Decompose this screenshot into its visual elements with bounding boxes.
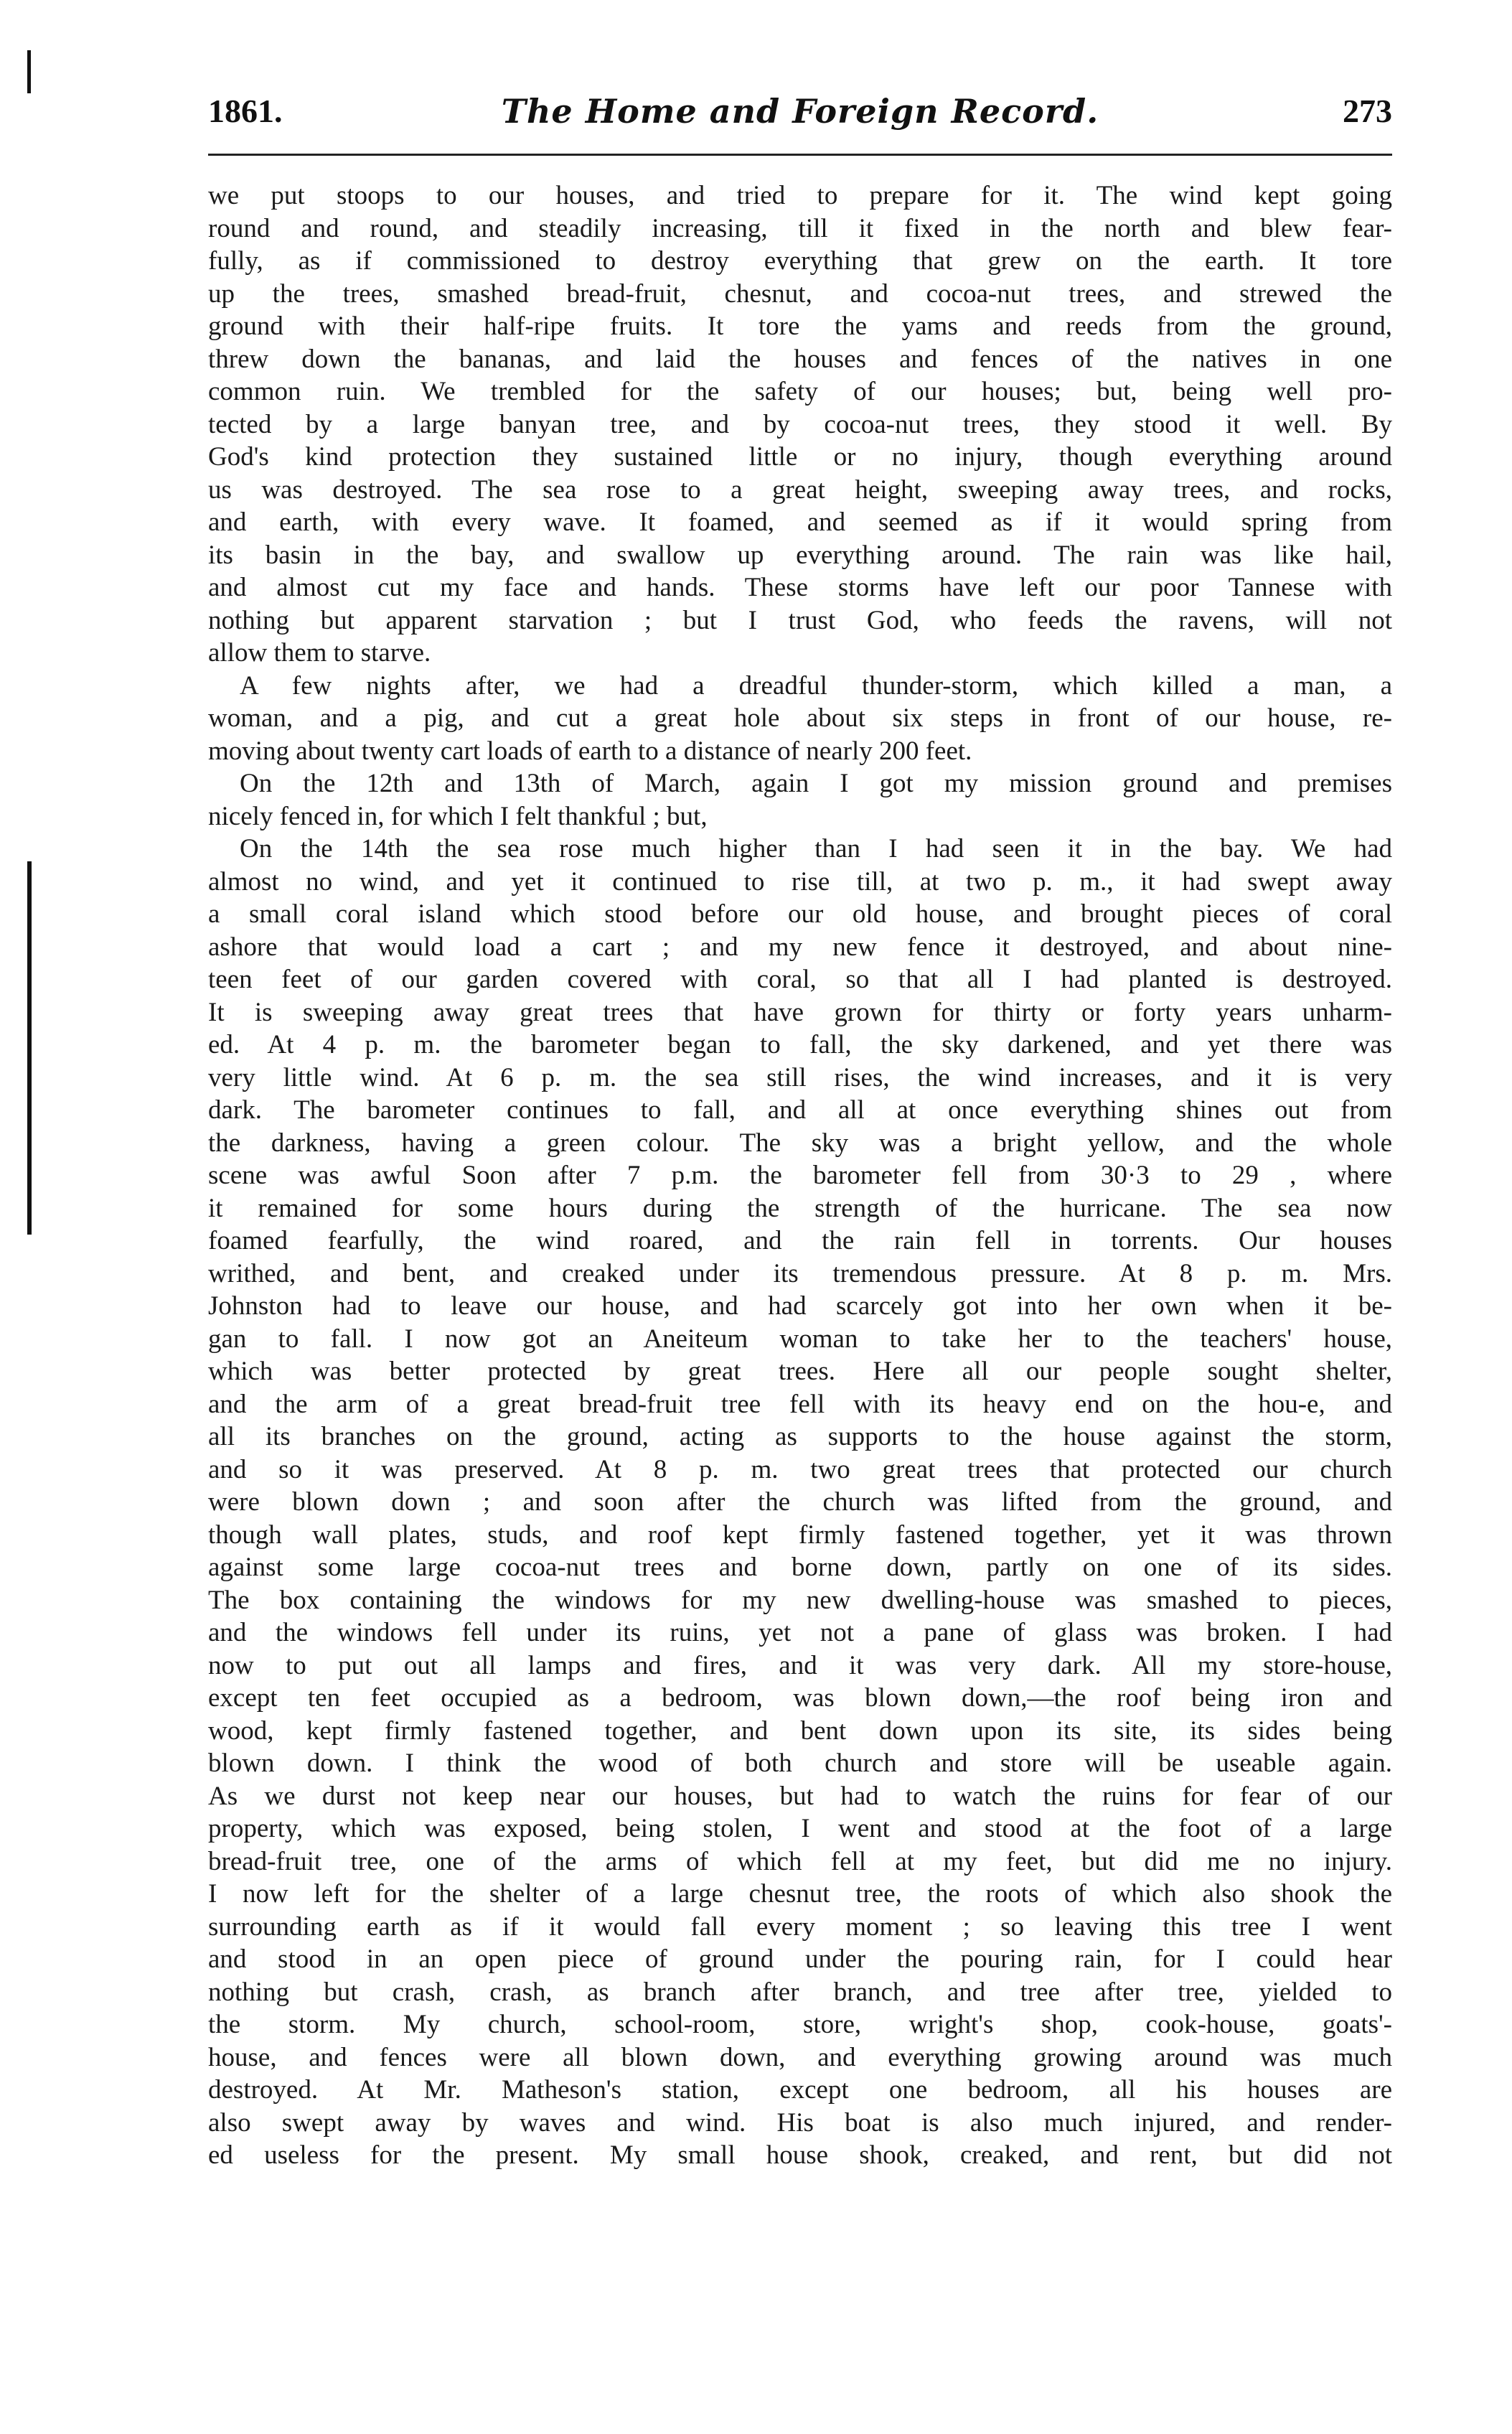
text-line: blown down. I think the wood of both church and store will be useable again. xyxy=(208,1749,1392,1778)
text-line: foamed fearfully, the wind roared, and the rain fell in torrents. Our houses xyxy=(208,1226,1392,1255)
text-line: tected by a large banyan tree, and by cocoa-nut trees, they stood it well. By xyxy=(208,409,1392,439)
text-line: Johnston had to leave our house, and had scarcely got into her own when it be- xyxy=(208,1291,1392,1321)
article-body xyxy=(208,179,1392,2172)
text-line: were blown down ; and soon after the church was lifted from the ground, and xyxy=(208,1487,1392,1517)
page-number: 273 xyxy=(1343,93,1392,129)
text-line: I now left for the shelter of a large chesnut tree, the roots of which also shook the xyxy=(208,1879,1392,1909)
text-line: nothing but apparent starvation ; but I trust God, who feeds the ravens, will not xyxy=(208,605,1392,635)
text-line: nothing but crash, crash, as branch after branch, and tree after tree, yielded to xyxy=(208,1977,1392,2007)
margin-mark-top xyxy=(27,50,31,93)
text-line: and the arm of a great bread-fruit tree fell with its heavy end on the hou-e, and xyxy=(208,1389,1392,1419)
text-line: up the trees, smashed bread-fruit, chesnut, and cocoa-nut trees, and strewed the xyxy=(208,278,1392,309)
text-line: its basin in the bay, and swallow up everything around. The rain was like hail, xyxy=(208,540,1392,570)
text-line: ed useless for the present. My small house shook, creaked, and rent, but did not xyxy=(208,2140,1392,2170)
text-line: us was destroyed. The sea rose to a great height, sweeping away trees, and rocks, xyxy=(208,474,1392,505)
text-line: and the windows fell under its ruins, yet not a pane of glass was broken. I had xyxy=(208,1618,1392,1647)
text-line: which was better protected by great trees. Here all our people sought shelter, xyxy=(208,1357,1392,1386)
running-header xyxy=(208,92,1392,142)
text-line: against some large cocoa-nut trees and borne down, partly on one of its sides. xyxy=(208,1553,1392,1582)
text-line: we put stoops to our houses, and tried to prepare for it. The wind kept going xyxy=(208,181,1392,210)
text-line: house, and fences were all blown down, and everything growing around was much xyxy=(208,2042,1392,2072)
text-line: allow them to starve. xyxy=(208,638,431,668)
text-line: now to put out all lamps and fires, and it was very dark. All my store-house, xyxy=(208,1650,1392,1680)
text-line: writhed, and bent, and creaked under its tremendous pressure. At 8 p. m. Mrs. xyxy=(208,1258,1392,1288)
margin-mark-left xyxy=(27,861,32,1235)
text-line: very little wind. At 6 p. m. the sea still rises, the wind increases, and it is very xyxy=(208,1062,1392,1092)
header-year: 1861. xyxy=(208,93,283,129)
header-title: The Home and Foreign Record. xyxy=(501,92,1099,131)
text-line: gan to fall. I now got an Aneiteum woman to take her to the teachers' house, xyxy=(208,1324,1392,1354)
text-line: scene was awful Soon after 7 p.m. the barometer fell from 30·3 to 29 , where xyxy=(208,1161,1392,1190)
text-line: the darkness, having a green colour. The sky was a bright yellow, and the whole xyxy=(208,1128,1392,1158)
text-line: On the 14th the sea rose much higher than I had seen it in the bay. We had xyxy=(240,834,1392,863)
header-rule xyxy=(208,154,1392,156)
text-line: except ten feet occupied as a bedroom, was blown down,—the roof being iron and xyxy=(208,1683,1392,1713)
text-line: As we durst not keep near our houses, but had to watch the ruins for fear of our xyxy=(208,1781,1392,1811)
text-line: ashore that would load a cart ; and my new fence it destroyed, and about nine- xyxy=(208,932,1392,962)
text-line: nicely fenced in, for which I felt thankful ; but, xyxy=(208,801,708,831)
text-line: surrounding earth as if it would fall every moment ; so leaving this tree I went xyxy=(208,1911,1392,1942)
text-line: the storm. My church, school-room, store, wright's shop, cook-house, goats'- xyxy=(208,2010,1392,2039)
text-line: almost no wind, and yet it continued to rise till, at two p. m., it had swept away xyxy=(208,866,1392,897)
text-line: bread-fruit tree, one of the arms of which fell at my feet, but did me no injury. xyxy=(208,1846,1392,1876)
text-line: woman, and a pig, and cut a great hole about six steps in front of our house, re- xyxy=(208,703,1392,733)
text-line: moving about twenty cart loads of earth to a distance of nearly 200 feet. xyxy=(208,736,972,766)
text-line: The box containing the windows for my new dwelling-house was smashed to pieces, xyxy=(208,1585,1392,1615)
text-line: it remained for some hours during the strength of the hurricane. The sea now xyxy=(208,1193,1392,1223)
text-line: common ruin. We trembled for the safety of our houses; but, being well pro- xyxy=(208,377,1392,406)
text-line: and so it was preserved. At 8 p. m. two great trees that protected our church xyxy=(208,1454,1392,1484)
text-line: On the 12th and 13th of March, again I got my mission ground and premises xyxy=(240,769,1392,798)
text-line: teen feet of our garden covered with coral, so that all I had planted is destroyed. xyxy=(208,965,1392,994)
text-line: A few nights after, we had a dreadful thunder-storm, which killed a man, a xyxy=(240,670,1392,701)
text-line: also swept away by waves and wind. His boat is also much injured, and render- xyxy=(208,2107,1392,2138)
text-line: ed. At 4 p. m. the barometer began to fall, the sky darkened, and yet there was xyxy=(208,1030,1392,1059)
text-line: though wall plates, studs, and roof kept firmly fastened together, yet it was thrown xyxy=(208,1520,1392,1550)
text-line: and almost cut my face and hands. These storms have left our poor Tannese with xyxy=(208,573,1392,602)
text-line: all its branches on the ground, acting as supports to the house against the storm, xyxy=(208,1422,1392,1451)
text-line: fully, as if commissioned to destroy everything that grew on the earth. It tore xyxy=(208,246,1392,276)
text-line: threw down the bananas, and laid the houses and fences of the natives in one xyxy=(208,344,1392,374)
text-line: destroyed. At Mr. Matheson's station, except one bedroom, all his houses are xyxy=(208,2075,1392,2105)
text-line: dark. The barometer continues to fall, and all at once everything shines out from xyxy=(208,1095,1392,1125)
text-line: a small coral island which stood before our old house, and brought pieces of coral xyxy=(208,899,1392,929)
text-line: wood, kept firmly fastened together, and bent down upon its site, its sides being xyxy=(208,1715,1392,1746)
text-line: It is sweeping away great trees that have grown for thirty or forty years unharm- xyxy=(208,997,1392,1027)
text-line: ground with their half-ripe fruits. It tore the yams and reeds from the ground, xyxy=(208,312,1392,341)
text-line: God's kind protection they sustained little or no injury, though everything around xyxy=(208,442,1392,472)
text-line: round and round, and steadily increasing, till it fixed in the north and blew fear- xyxy=(208,213,1392,243)
text-line: and stood in an open piece of ground under the pouring rain, for I could hear xyxy=(208,1944,1392,1974)
text-line: and earth, with every wave. It foamed, and seemed as if it would spring from xyxy=(208,507,1392,537)
text-line: property, which was exposed, being stolen, I went and stood at the foot of a large xyxy=(208,1814,1392,1843)
